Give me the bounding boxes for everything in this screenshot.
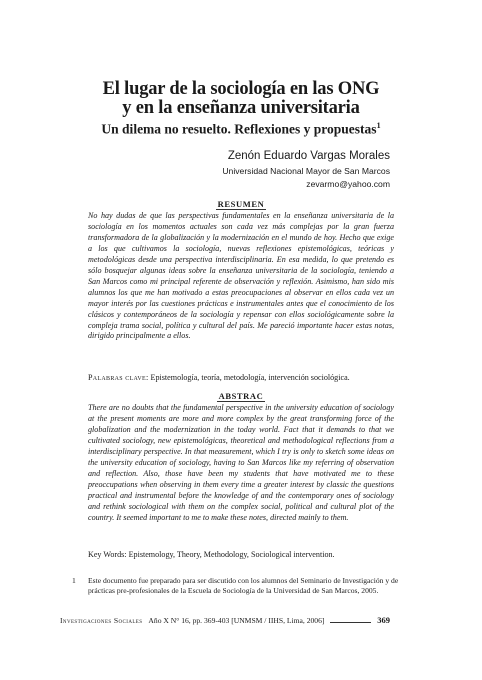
keywords-es-text: Epistemología, teoría, metodología, intervención sociológica. <box>150 373 350 382</box>
footer-rule <box>330 622 371 623</box>
article-title-line1: El lugar de la sociología en las ONG <box>102 79 380 99</box>
abstract-heading <box>70 391 412 402</box>
keywords-es <box>88 372 394 383</box>
page-footer <box>60 615 390 625</box>
resumen-heading-text: RESUMEN <box>217 199 265 209</box>
abstract-heading-text: ABSTRAC <box>218 391 264 401</box>
author-affiliation: Universidad Nacional Mayor de San Marcos <box>222 166 390 176</box>
footer-issue-info: Año X N° 16, pp. 369-403 [UNMSM / IIHS, Lima, 2006] <box>148 616 325 625</box>
footer-journal-name: Investigaciones Sociales <box>60 616 143 625</box>
keywords-en-text: Epistemology, Theory, Methodology, Sociological intervention. <box>128 550 335 559</box>
author-name: Zenón Eduardo Vargas Morales <box>227 150 390 162</box>
footnote-number: 1 <box>72 576 76 585</box>
keywords-en-label: Key Words: <box>88 550 127 559</box>
footnote-text: Este documento fue preparado para ser discutido con los alumnos del Seminario de Investigación y de prácticas pre-profesionales de la Escuela de Sociología de la Universidad de San Marcos, 2005. <box>88 576 399 596</box>
page-number: 369 <box>377 615 390 625</box>
resumen-text: No hay dudas de que las perspectivas fundamentales en la enseñanza universitaria de la sociología en los momentos actuales son cada vez más complejas por la gran fuerza transformadora de la globalización y la modernización en el mundo de hoy. Hecho que exige a los que cultivamos la sociología, nuevas reflexiones epistemológicas, teóricas y metodológicas desde una perspectiva interdisciplinaria. En esa medida, lo que pretendo es sólo bosquejar algunas ideas sobre la enseñanza universitaria de la sociología, teniendo a San Marcos como mi principal referente de observación y reflexión. Asimismo, han sido mis alumnos los que me han motivado a estas preocupaciones al observar en ellos cada vez un mayor interés por las cuestiones prácticas e instrumentales antes que el conocimiento de los clásicos y contemporáneos de la sociología y repensar con ellos sociológicamente sobre la compleja trama social, política y cultural del país. Me pareció importante hacer estas notas, dirigido principalmente a ellos. <box>88 211 394 341</box>
article-subtitle-text: Un dilema no resuelto. Reflexiones y propuestas <box>101 121 377 137</box>
abstract-text: There are no doubts that the fundamental perspective in the university education of sociology at the present moments are more and more complex by the great transforming force of the globalization and the modernization in the today world. Fact that it demands to that we cultivated sociology, new epistemológicas, theoretical and methodological reflections from a interdisciplinary perspective. In that measurement, which I try is only to sketch some ideas on the university education of sociology, having to San Marcos like my referring of observation and reflection. Also, those have been my students that have motivated me to these preoccupations when observing in them every time a greater interest by classic the questions practical and instrumental before the knowledge of and the contemporary ones of sociology and rethink sociological with them on the complex social, political and cultural plot of the country. It seemed important to me to make these notes, directed mainly to them. <box>88 403 394 522</box>
keywords-en <box>88 549 394 560</box>
article-subtitle <box>70 121 412 138</box>
footnote <box>72 576 418 597</box>
keywords-es-label: Palabras clave: <box>88 373 149 382</box>
article-title-line2: y en la enseñanza universitaria <box>122 98 360 118</box>
subtitle-footnote-marker: 1 <box>376 121 381 130</box>
resumen-heading <box>70 199 412 210</box>
author-email: zevarmo@yahoo.com <box>306 179 390 189</box>
